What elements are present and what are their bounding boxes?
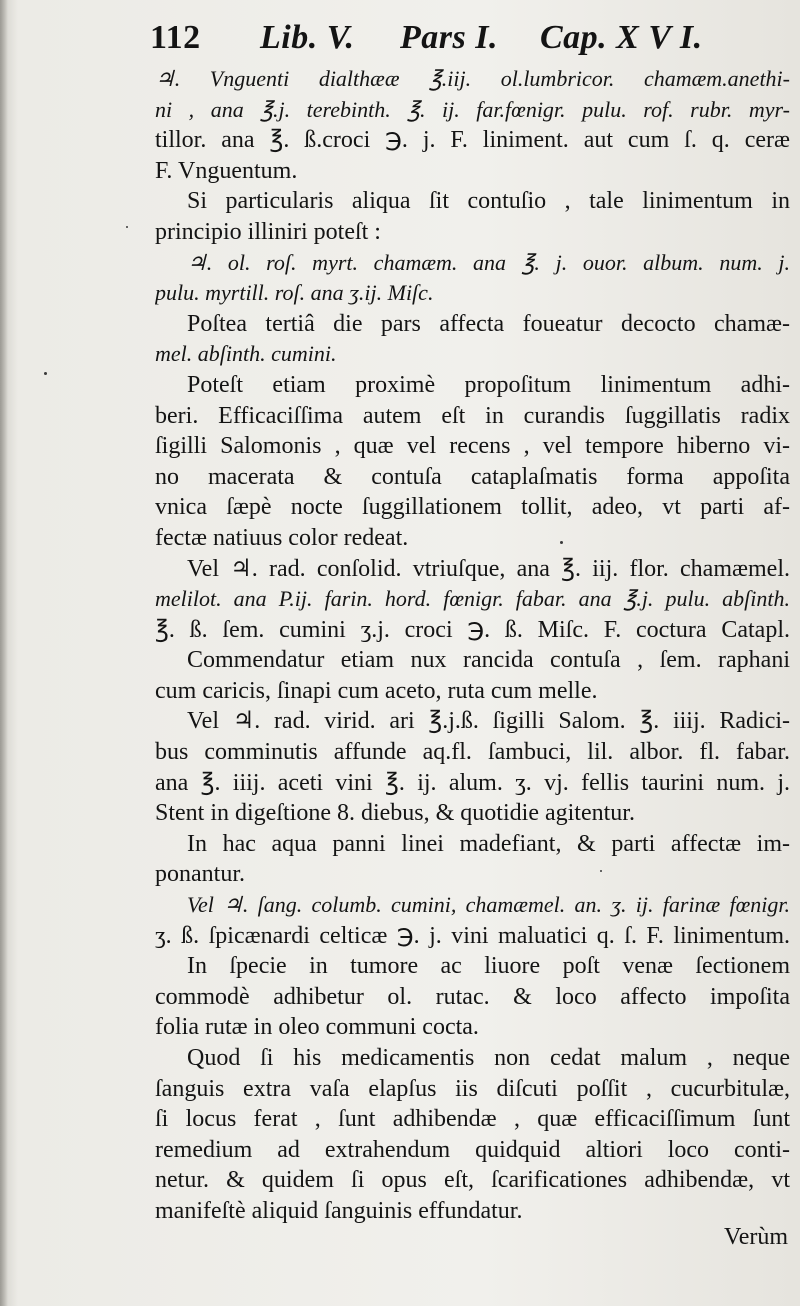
text-line: Vel ♃. ſang. columb. cumini, chamæmel. an. ʒ. ij. farinæ fœnigr. (187, 892, 790, 918)
page-number: 112 (150, 19, 201, 56)
text-line: ♃. ol. roſ. myrt. chamæm. ana ℥. j. ouor. album. num. j. (187, 249, 790, 275)
text-line: ſi locus ferat , ſunt adhibendæ , quæ efficaciſſimum ſunt (155, 1106, 790, 1133)
text-line: vnica ſæpè nocte ſuggillationem tollit, adeo, vt parti af- (155, 494, 790, 521)
text-line: F. Vnguentum. (155, 157, 298, 184)
text-line: beri. Efficaciſſima autem eſt in curandis ſuggillatis radix (155, 402, 790, 429)
running-header (150, 18, 710, 58)
text-line: Poteſt etiam proximè propoſitum linimentum adhi- (187, 371, 790, 398)
header-part: Pars I. (400, 19, 498, 56)
text-line: cum caricis, ſinapi cum aceto, ruta cum melle. (155, 677, 598, 704)
text-line: manifeſtè aliquid ſanguinis effundatur. (155, 1197, 523, 1224)
text-line: ni , ana ℥.j. terebinth. ℥. ij. far.fœnigr. pulu. rof. rubr. myr- (155, 96, 790, 122)
text-line: ℥. ß. ſem. cumini ʒ.j. croci ℈. ß. Miſc. F. coctura Catapl. (155, 616, 790, 643)
text-line: folia rutæ in oleo communi cocta. (155, 1014, 479, 1041)
text-line: Si particularis aliqua ſit contuſio , tale linimentum in (187, 188, 790, 215)
text-line: Poſtea tertiâ die pars affecta foueatur decocto chamæ- (187, 310, 790, 337)
text-line: fectæ natiuus color redeat. (155, 524, 409, 551)
text-line: netur. & quidem ſi opus eſt, ſcarificationes adhibendæ, vt (155, 1167, 790, 1194)
text-line: Vel ♃. rad. conſolid. vtriuſque, ana ℥. iij. flor. chamæmel. (187, 555, 790, 582)
text-line: Commendatur etiam nux rancida contuſa , ſem. raphani (187, 647, 790, 674)
text-line: ♃. Vnguenti dialthææ ℥.iij. ol.lumbricor. chamæm.anethi- (155, 66, 790, 91)
catchword: Verùm (724, 1224, 788, 1250)
text-line: commodè adhibetur ol. rutac. & loco affecto impoſita (155, 983, 790, 1010)
text-line: Stent in digeſtione 8. diebus, & quotidie agitentur. (155, 800, 635, 827)
header-chapter: Cap. X V I. (540, 19, 703, 56)
text-line: ſanguis extra vaſa elapſus iis diſcuti poſſit , cucurbitulæ, (155, 1075, 790, 1102)
text-line: In hac aqua panni linei madefiant, & parti affectæ im- (187, 830, 790, 857)
text-line: principio illiniri poteſt : (155, 218, 381, 245)
text-line: ana ℥. iiij. aceti vini ℥. ij. alum. ʒ. vj. fellis taurini num. j. (155, 769, 790, 796)
header-book: Lib. V. (260, 19, 355, 56)
body-text (155, 64, 790, 1227)
text-line: melilot. ana P.ij. farin. hord. fœnigr. fabar. ana ℥.j. pulu. abſinth. (155, 586, 790, 612)
text-line: remedium ad extrahendum quidquid altiori loco conti- (155, 1136, 790, 1163)
text-line: mel. abſinth. cumini. (155, 341, 337, 367)
text-line: no macerata & contuſa cataplaſmatis forma appoſita (155, 463, 790, 490)
text-line: pulu. myrtill. roſ. ana ʒ.ij. Miſc. (155, 280, 434, 306)
text-line: ponantur. (155, 861, 245, 888)
text-line: ſigilli Salomonis , quæ vel recens , vel tempore hiberno vi- (155, 433, 790, 460)
text-line: tillor. ana ℥. ß.croci ℈. j. F. liniment. aut cum ſ. q. ceræ (155, 127, 790, 154)
page-gutter-shadow (0, 0, 8, 1306)
text-line: bus comminutis affunde aq.fl. ſambuci, lil. albor. fl. fabar. (155, 739, 790, 766)
text-line: ʒ. ß. ſpicænardi celticæ ℈. j. vini maluatici q. ſ. F. linimentum. (155, 922, 790, 949)
text-line: In ſpecie in tumore ac liuore poſt venæ ſectionem (187, 953, 790, 980)
text-line: Vel ♃. rad. virid. ari ℥.j.ß. ſigilli Salom. ℥. iiij. Radici- (187, 708, 790, 735)
text-line: Quod ſi his medicamentis non cedat malum , neque (187, 1045, 790, 1071)
